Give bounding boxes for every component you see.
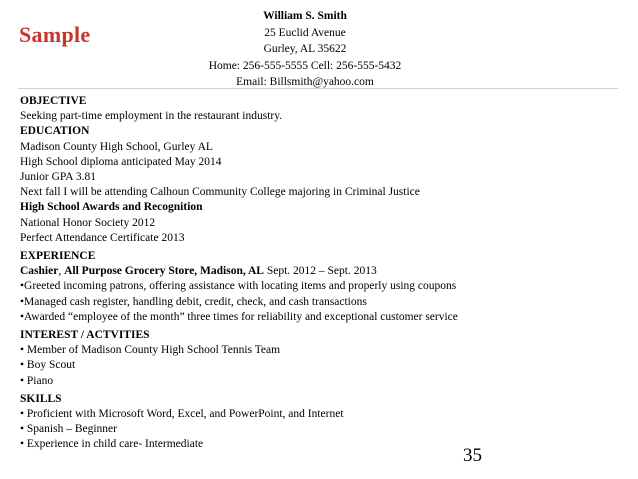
- education-line: Junior GPA 3.81: [20, 171, 96, 184]
- interests-heading: INTEREST / ACTVITIES: [20, 329, 150, 342]
- job-separator: ,: [58, 265, 65, 278]
- award-item: National Honor Society 2012: [20, 216, 156, 229]
- education-line: High School diploma anticipated May 2014: [20, 155, 222, 168]
- interest-item: • Boy Scout: [20, 359, 76, 372]
- experience-bullet: •Greeted incoming patrons, offering assistance with locating items and properly using coupons: [20, 280, 457, 293]
- job-dates: Sept. 2012 – Sept. 2013: [263, 265, 377, 278]
- sample-label: Sample: [19, 22, 91, 47]
- interest-item: • Member of Madison County High School Tennis Team: [20, 344, 281, 357]
- contact-header: [170, 8, 440, 91]
- interest-item: • Piano: [20, 374, 54, 387]
- education-line: Next fall I will be attending Calhoun Community College majoring in Criminal Justice: [20, 186, 420, 199]
- header-divider: [18, 88, 618, 89]
- objective-heading: OBJECTIVE: [20, 95, 87, 107]
- experience-bullet: •Managed cash register, handling debit, credit, check, and cash transactions: [20, 295, 367, 308]
- job-title: Cashier: [20, 265, 59, 278]
- education-heading: EDUCATION: [20, 125, 90, 138]
- experience-heading: EXPERIENCE: [20, 250, 96, 263]
- job-line: [20, 264, 620, 279]
- city-state-zip: Gurley, AL 35622: [263, 43, 347, 55]
- job-place: All Purpose Grocery Store, Madison, AL: [64, 265, 264, 278]
- phone-numbers: Home: 256-555-5555 Cell: 256-555-5432: [208, 59, 402, 72]
- experience-bullet: •Awarded “employee of the month” three times for reliability and exceptional customer service: [20, 310, 458, 323]
- applicant-name: William S. Smith: [263, 10, 347, 22]
- award-item: Perfect Attendance Certificate 2013: [20, 231, 185, 244]
- skills-heading: SKILLS: [20, 392, 62, 405]
- awards-heading: High School Awards and Recognition: [20, 201, 203, 214]
- skill-item: • Spanish – Beginner: [20, 423, 117, 436]
- skill-item: • Experience in child care- Intermediate: [20, 438, 204, 451]
- email-address: Email: Billsmith@yahoo.com: [236, 76, 374, 88]
- page-number: 35: [463, 445, 482, 466]
- objective-text: Seeking part-time employment in the restaurant industry.: [20, 110, 283, 123]
- education-line: Madison County High School, Gurley AL: [20, 140, 213, 153]
- skill-item: • Proficient with Microsoft Word, Excel, and PowerPoint, and Internet: [20, 408, 344, 421]
- street-address: 25 Euclid Avenue: [264, 26, 346, 39]
- resume-body: [20, 94, 620, 453]
